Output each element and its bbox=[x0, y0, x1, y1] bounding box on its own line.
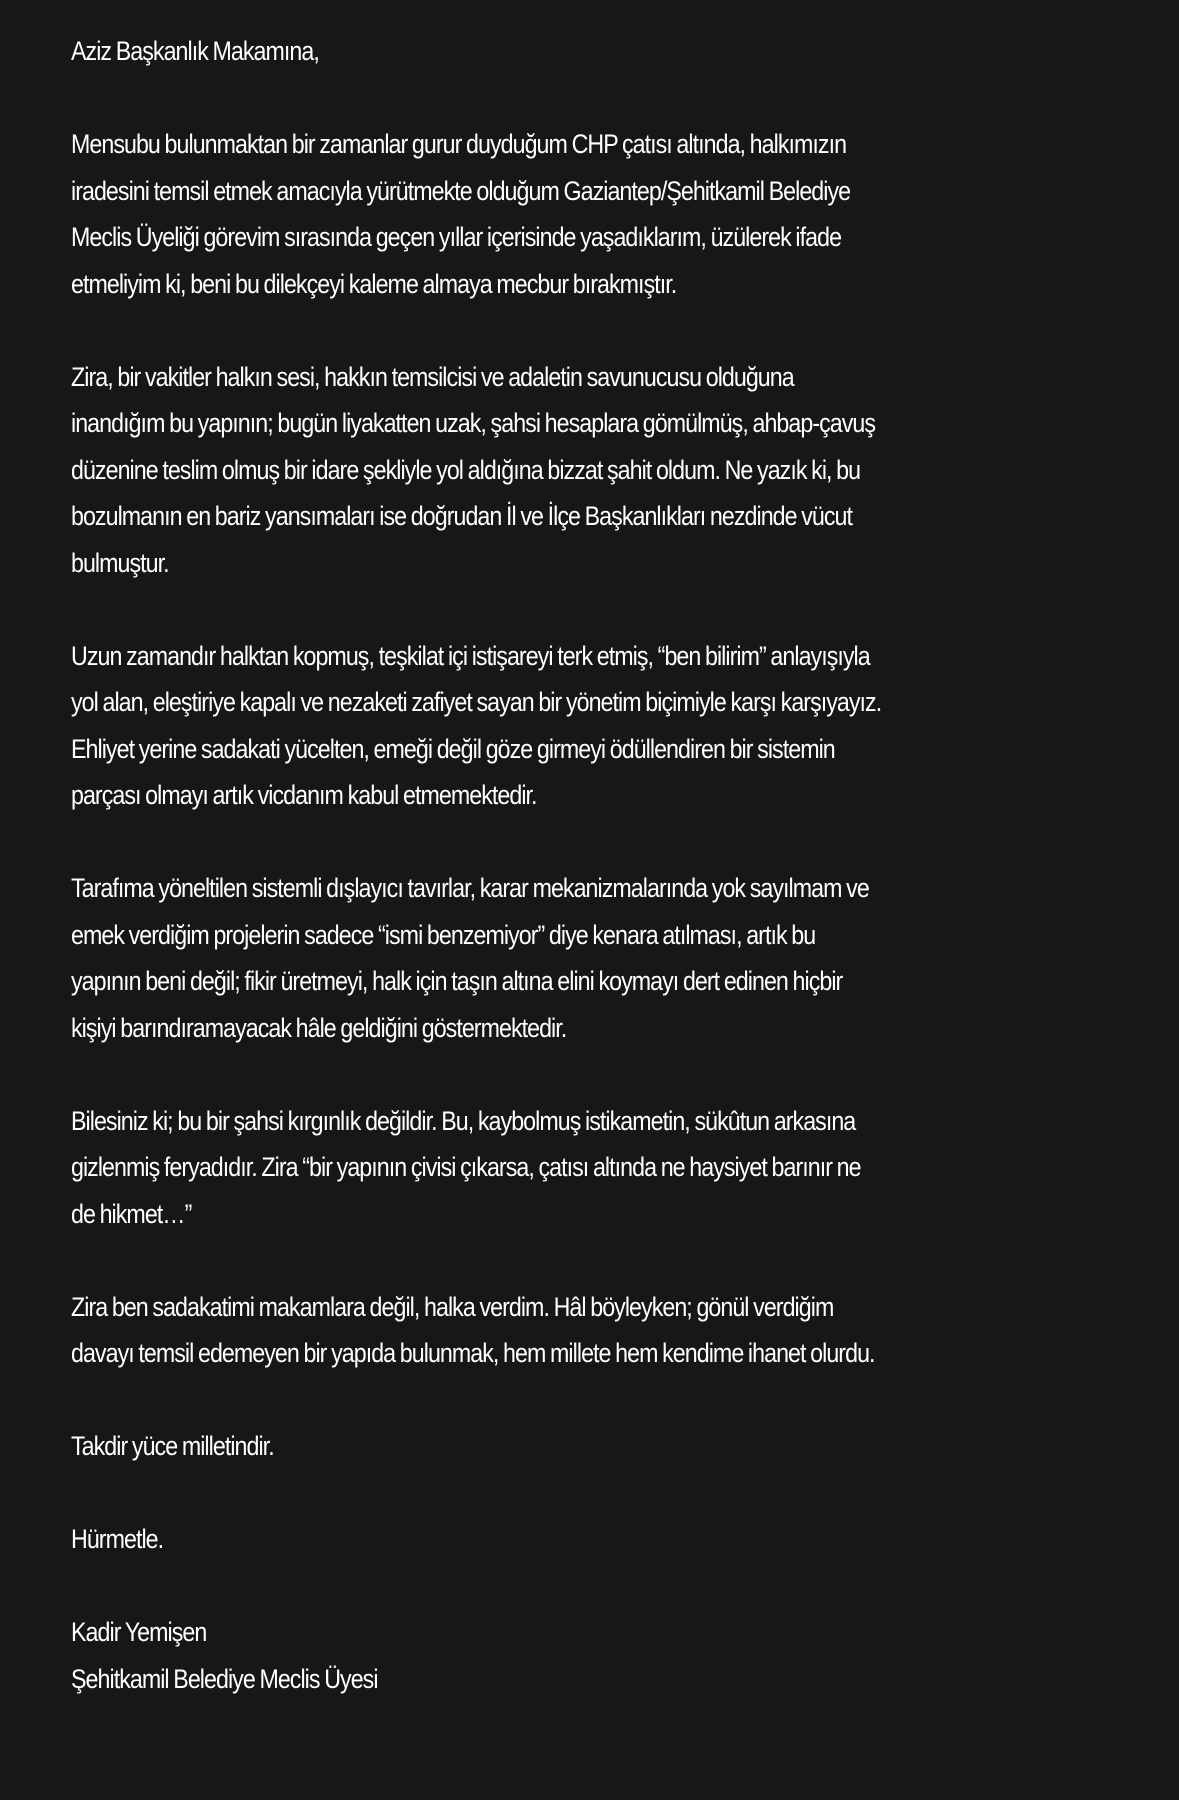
paragraph-gap bbox=[71, 1470, 1112, 1517]
paragraph-line: Takdir yüce milletindir. bbox=[71, 1431, 274, 1461]
paragraph-4 bbox=[71, 865, 1112, 1051]
paragraph-line: bulmuştur. bbox=[71, 547, 169, 578]
paragraph-line: gizlenmiş feryadıdır. Zira “bir yapının çivisi çıkarsa, çatısı altında ne haysiyet barınır ne bbox=[71, 1152, 861, 1182]
signature-title: Şehitkamil Belediye Meclis Üyesi bbox=[71, 1663, 378, 1694]
paragraph-line: yapının beni değil; fikir üretmeyi, halk için taşın altına elini koymayı dert edinen hiçbir bbox=[71, 966, 843, 996]
paragraph-line: iradesini temsil etmek amacıyla yürütmekte olduğum Gaziantep/Şehitkamil Belediye bbox=[71, 175, 851, 206]
paragraph-gap bbox=[71, 1051, 1112, 1098]
paragraph-gap bbox=[71, 1563, 1112, 1610]
paragraph-line: etmeliyim ki, beni bu dilekçeyi kaleme almaya mecbur bırakmıştır. bbox=[71, 268, 677, 299]
paragraph-line: Meclis Üyeliği görevim sırasında geçen yıllar içerisinde yaşadıklarım, üzülerek ifade bbox=[71, 222, 842, 252]
paragraph-gap bbox=[71, 307, 1112, 354]
paragraph-line: Tarafıma yöneltilen sistemli dışlayıcı tavırlar, karar mekanizmalarında yok sayılmam ve bbox=[71, 873, 869, 903]
paragraph-line: bozulmanın en bariz yansımaları ise doğrudan İl ve İlçe Başkanlıkları nezdinde vücut bbox=[71, 501, 853, 531]
paragraph-6 bbox=[71, 1284, 1112, 1377]
paragraph-3 bbox=[71, 633, 1112, 819]
paragraph-line: Ehliyet yerine sadakati yücelten, emeği değil göze girmeyi ödüllendiren bir sistemin bbox=[71, 733, 835, 764]
signature-name: Kadir Yemişen bbox=[71, 1617, 207, 1647]
paragraph-line: Mensubu bulunmaktan bir zamanlar gurur duyduğum CHP çatısı altında, halkımızın bbox=[71, 129, 847, 159]
paragraph-line: Bilesiniz ki; bu bir şahsi kırgınlık değildir. Bu, kaybolmuş istikametin, sükûtun arkasına bbox=[71, 1105, 856, 1136]
petition-letter bbox=[71, 28, 1112, 1702]
paragraph-line: de hikmet…” bbox=[71, 1198, 192, 1229]
paragraph-line: Zira ben sadakatimi makamlara değil, halka verdim. Hâl böyleyken; gönül verdiğim bbox=[71, 1291, 834, 1322]
paragraph-1 bbox=[71, 121, 1112, 307]
paragraph-7 bbox=[71, 1423, 1112, 1470]
paragraph-line: düzenine teslim olmuş bir idare şekliyle yol aldığına bizzat şahit oldum. Ne yazık ki, bu bbox=[71, 454, 861, 485]
paragraph-gap bbox=[71, 819, 1112, 866]
paragraph-5 bbox=[71, 1098, 1112, 1238]
closing: Hürmetle. bbox=[71, 1524, 164, 1554]
paragraph-line: parçası olmayı artık vicdanım kabul etmemektedir. bbox=[71, 780, 537, 810]
paragraph-gap bbox=[71, 75, 1112, 122]
paragraph-line: davayı temsil edemeyen bir yapıda bulunmak, hem millete hem kendime ihanet olurdu. bbox=[71, 1338, 875, 1368]
paragraph-line: kişiyi barındıramayacak hâle geldiğini göstermektedir. bbox=[71, 1012, 567, 1043]
paragraph-line: Zira, bir vakitler halkın sesi, hakkın temsilcisi ve adaletin savunucusu olduğuna bbox=[71, 361, 794, 392]
paragraph-line: Uzun zamandır halktan kopmuş, teşkilat içi istişareyi terk etmiş, “ben bilirim” anlayışıyla bbox=[71, 640, 870, 671]
paragraph-line: yol alan, eleştiriye kapalı ve nezaketi zafiyet sayan bir yönetim biçimiyle karşı karşıyayız. bbox=[71, 687, 882, 717]
paragraph-line: emek verdiğim projelerin sadece “ismi benzemiyor” diye kenara atılması, artık bu bbox=[71, 919, 816, 950]
salutation: Aziz Başkanlık Makamına, bbox=[71, 36, 319, 66]
signature-block bbox=[71, 1609, 1112, 1702]
paragraph-2 bbox=[71, 354, 1112, 587]
paragraph-line: inandığım bu yapının; bugün liyakatten uzak, şahsi hesaplara gömülmüş, ahbap-çavuş bbox=[71, 408, 876, 438]
paragraph-gap bbox=[71, 586, 1112, 633]
paragraph-gap bbox=[71, 1377, 1112, 1424]
paragraph-gap bbox=[71, 1237, 1112, 1284]
